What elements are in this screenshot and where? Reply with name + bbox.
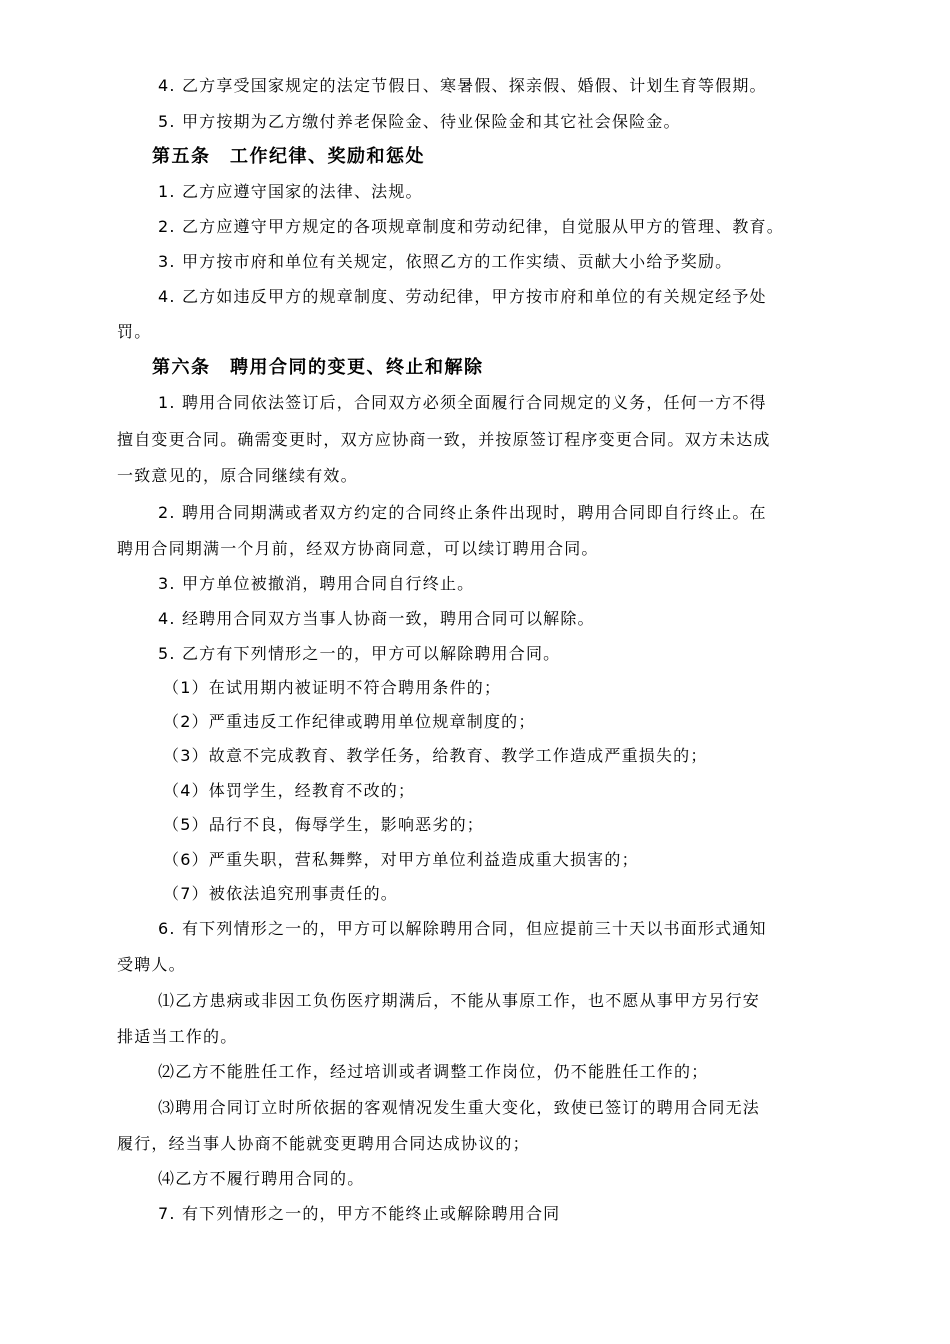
article-6-item-2: 2. 聘用合同期满或者双方约定的合同终止条件出现时，聘用合同即自行终止。在: [158, 503, 767, 522]
item-5-sub-4: （4）体罚学生，经教育不改的；: [163, 781, 416, 800]
article-5-item-4: 4. 乙方如违反甲方的规章制度、劳动纪律，甲方按市府和单位的有关规定经予处: [158, 287, 767, 306]
article-6-item-5: 5. 乙方有下列情形之一的，甲方可以解除聘用合同。: [158, 644, 561, 663]
item-6-sub-1: ⑴乙方患病或非因工负伤医疗期满后，不能从事原工作，也不愿从事甲方另行安: [158, 991, 761, 1010]
article-5-item-3: 3. 甲方按市府和单位有关规定，依照乙方的工作实绩、贡献大小给予奖励。: [158, 252, 733, 271]
article-6-item-1: 1. 聘用合同依法签订后，合同双方必须全面履行合同规定的义务，任何一方不得: [158, 393, 767, 412]
article-5-item-2: 2. 乙方应遵守甲方规定的各项规章制度和劳动纪律，自觉服从甲方的管理、教育。: [158, 217, 784, 236]
article-6-item-4: 4. 经聘用合同双方当事人协商一致，聘用合同可以解除。: [158, 609, 595, 628]
article-6-item-1-cont-1: 擅自变更合同。确需变更时，双方应协商一致，并按原签订程序变更合同。双方未达成: [117, 430, 771, 449]
item-5-sub-2: （2）严重违反工作纪律或聘用单位规章制度的；: [163, 712, 536, 731]
article-6-item-7: 7. 有下列情形之一的，甲方不能终止或解除聘用合同: [158, 1204, 561, 1223]
article-5-item-1: 1. 乙方应遵守国家的法律、法规。: [158, 182, 423, 201]
clause-4-holidays: 4. 乙方享受国家规定的法定节假日、寒暑假、探亲假、婚假、计划生育等假期。: [158, 76, 767, 95]
item-5-sub-6: （6）严重失职，营私舞弊，对甲方单位利益造成重大损害的；: [163, 850, 639, 869]
item-5-sub-7: （7）被依法追究刑事责任的。: [163, 884, 398, 903]
item-6-sub-3-cont: 履行，经当事人协商不能就变更聘用合同达成协议的；: [117, 1134, 530, 1153]
article-5-item-4-cont: 罚。: [117, 322, 152, 341]
item-6-sub-1-cont: 排适当工作的。: [117, 1027, 238, 1046]
item-5-sub-3: （3）故意不完成教育、教学任务，给教育、教学工作造成严重损失的；: [163, 746, 708, 765]
article-5-heading: 第五条 工作纪律、奖励和惩处: [152, 146, 425, 167]
item-6-sub-2: ⑵乙方不能胜任工作，经过培训或者调整工作岗位，仍不能胜任工作的；: [158, 1062, 709, 1081]
item-6-sub-4: ⑷乙方不履行聘用合同的。: [158, 1169, 365, 1188]
item-5-sub-5: （5）品行不良，侮辱学生，影响恶劣的；: [163, 815, 484, 834]
article-6-item-6: 6. 有下列情形之一的，甲方可以解除聘用合同，但应提前三十天以书面形式通知: [158, 919, 767, 938]
article-6-item-3: 3. 甲方单位被撤消，聘用合同自行终止。: [158, 574, 475, 593]
clause-5-insurance: 5. 甲方按期为乙方缴付养老保险金、待业保险金和其它社会保险金。: [158, 112, 681, 131]
article-6-heading: 第六条 聘用合同的变更、终止和解除: [152, 357, 484, 378]
item-6-sub-3: ⑶聘用合同订立时所依据的客观情况发生重大变化，致使已签订的聘用合同无法: [158, 1098, 761, 1117]
item-5-sub-1: （1）在试用期内被证明不符合聘用条件的；: [163, 678, 502, 697]
article-6-item-2-cont: 聘用合同期满一个月前，经双方协商同意，可以续订聘用合同。: [117, 539, 599, 558]
article-6-item-1-cont-2: 一致意见的，原合同继续有效。: [117, 466, 358, 485]
article-6-item-6-cont: 受聘人。: [117, 955, 186, 974]
